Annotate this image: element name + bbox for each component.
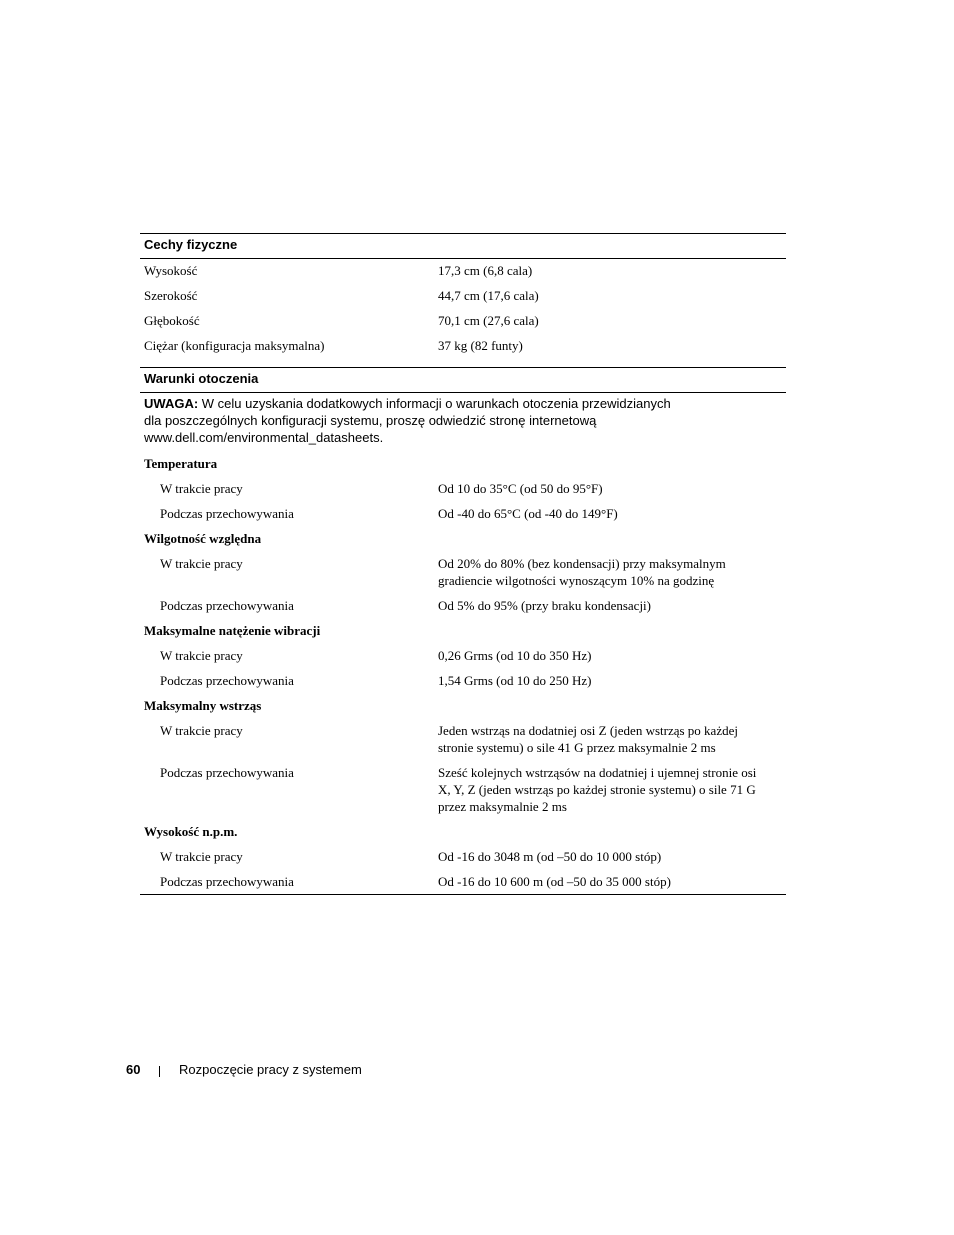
row-value-humidity-storage: Od 5% do 95% (przy braku kondensacji) xyxy=(438,598,651,613)
row-value-vibration-operating: 0,26 Grms (od 10 do 350 Hz) xyxy=(438,648,592,663)
group-title-vibration: Maksymalne natężenie wibracji xyxy=(144,623,321,638)
page-number: 60 xyxy=(126,1062,141,1077)
row-value-vibration-storage: 1,54 Grms (od 10 do 250 Hz) xyxy=(438,673,592,688)
row-label-humidity-storage: Podczas przechowywania xyxy=(160,598,294,613)
row-value-humidity-operating xyxy=(438,555,786,589)
row-value-shock-operating xyxy=(438,722,786,756)
row-value-height: 17,3 cm (6,8 cala) xyxy=(438,263,533,278)
row-label-width: Szerokość xyxy=(144,288,198,303)
row-value-line: X, Y, Z (jeden wstrząs po każdej stronie systemu) o sile 71 G xyxy=(438,782,756,797)
section-header-rule xyxy=(140,392,786,393)
row-value-width: 44,7 cm (17,6 cala) xyxy=(438,288,539,303)
row-label-depth: Głębokość xyxy=(144,313,200,328)
footer-title: Rozpoczęcie pracy z systemem xyxy=(179,1062,362,1077)
row-label-temperature-storage: Podczas przechowywania xyxy=(160,506,294,521)
group-title-shock: Maksymalny wstrząs xyxy=(144,698,262,713)
row-label-shock-operating: W trakcie pracy xyxy=(160,723,243,738)
note-text-1: W celu uzyskania dodatkowych informacji o warunkach otoczenia przewidzianych xyxy=(198,396,671,411)
note-prefix: UWAGA: xyxy=(144,396,199,411)
footer-separator xyxy=(159,1066,160,1077)
group-title-humidity: Wilgotność względna xyxy=(144,531,262,546)
section-header-environment: Warunki otoczenia xyxy=(144,371,259,386)
table-bottom-rule xyxy=(140,894,786,895)
row-value-altitude-operating: Od -16 do 3048 m (od –50 do 10 000 stóp) xyxy=(438,849,662,864)
note-line-2: dla poszczególnych konfiguracji systemu, proszę odwiedzić stronę internetową xyxy=(144,413,597,428)
note-line-1 xyxy=(144,395,744,412)
row-label-altitude-operating: W trakcie pracy xyxy=(160,849,243,864)
row-value-line: stronie systemu) o sile 41 G przez maksymalnie 2 ms xyxy=(438,740,716,755)
section-header-physical: Cechy fizyczne xyxy=(144,237,238,252)
note-block xyxy=(144,395,744,446)
group-title-temperature: Temperatura xyxy=(144,456,218,471)
row-label-altitude-storage: Podczas przechowywania xyxy=(160,874,294,889)
row-value-line: gradiencie wilgotności wynoszącym 10% na godzinę xyxy=(438,573,715,588)
table-top-rule xyxy=(140,233,786,234)
row-label-weight: Ciężar (konfiguracja maksymalna) xyxy=(144,338,325,353)
section-divider-rule xyxy=(140,367,786,368)
row-label-shock-storage: Podczas przechowywania xyxy=(160,765,294,780)
row-value-line: Sześć kolejnych wstrząsów na dodatniej i ujemnej stronie osi xyxy=(438,765,757,780)
note-line-3: www.dell.com/environmental_datasheets. xyxy=(144,430,384,445)
row-value-shock-storage xyxy=(438,764,786,815)
row-label-height: Wysokość xyxy=(144,263,198,278)
row-value-temperature-storage: Od -40 do 65°C (od -40 do 149°F) xyxy=(438,506,618,521)
row-label-temperature-operating: W trakcie pracy xyxy=(160,481,243,496)
section-header-rule xyxy=(140,258,786,259)
row-label-humidity-operating: W trakcie pracy xyxy=(160,556,243,571)
row-label-vibration-storage: Podczas przechowywania xyxy=(160,673,294,688)
row-label-vibration-operating: W trakcie pracy xyxy=(160,648,243,663)
row-value-altitude-storage: Od -16 do 10 600 m (od –50 do 35 000 stóp) xyxy=(438,874,671,889)
row-value-line: przez maksymalnie 2 ms xyxy=(438,799,567,814)
row-value-weight: 37 kg (82 funty) xyxy=(438,338,523,353)
group-title-altitude: Wysokość n.p.m. xyxy=(144,824,238,839)
row-value-depth: 70,1 cm (27,6 cala) xyxy=(438,313,539,328)
row-value-line: Od 20% do 80% (bez kondensacji) przy maksymalnym xyxy=(438,556,726,571)
row-value-temperature-operating: Od 10 do 35°C (od 50 do 95°F) xyxy=(438,481,603,496)
row-value-line: Jeden wstrząs na dodatniej osi Z (jeden wstrząs po każdej xyxy=(438,723,738,738)
